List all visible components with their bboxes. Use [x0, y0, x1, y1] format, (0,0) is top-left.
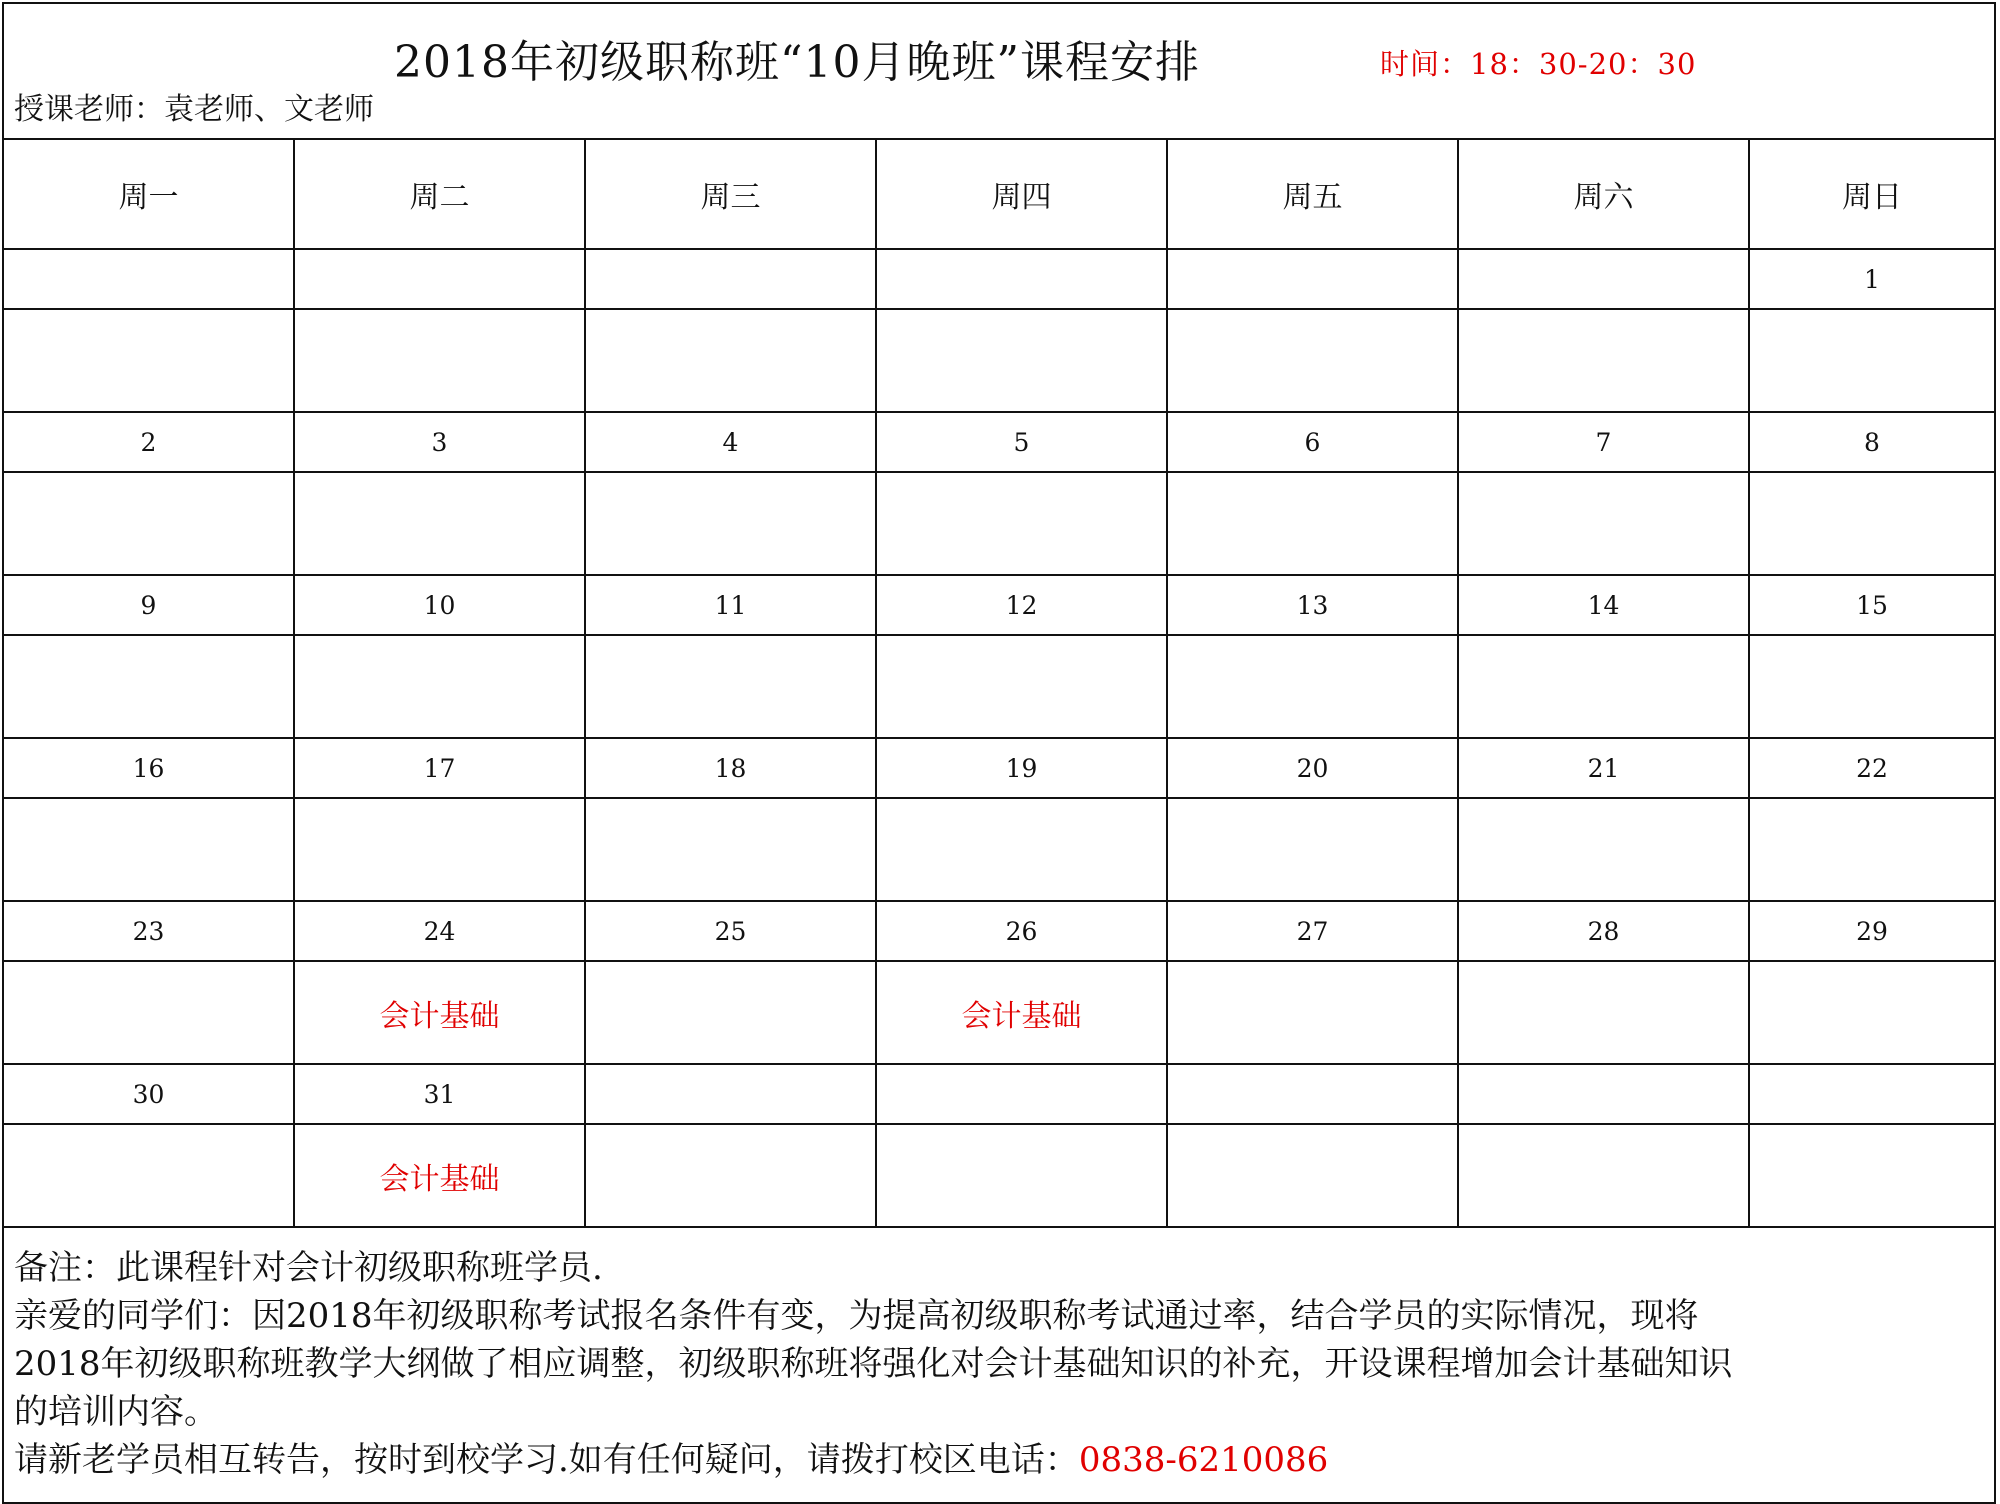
- date-cell: 26: [876, 901, 1167, 961]
- notes-line: 2018年初级职称班教学大纲做了相应调整，初级职称班将强化对会计基础知识的补充，开设课程增加会计基础知识: [14, 1344, 1733, 1384]
- date-cell: [585, 249, 876, 309]
- date-cell: [1167, 249, 1458, 309]
- course-cell: [1458, 472, 1749, 575]
- course-cell: [585, 961, 876, 1064]
- course-cell: [1458, 309, 1749, 412]
- date-cell: 18: [585, 738, 876, 798]
- notes-line: 的培训内容。: [14, 1392, 218, 1432]
- date-row: [4, 412, 1994, 472]
- date-cell: 24: [294, 901, 585, 961]
- course-cell: 会计基础: [876, 961, 1167, 1064]
- date-cell: [1167, 1064, 1458, 1124]
- date-cell: 15: [1749, 575, 1994, 635]
- date-cell: 31: [294, 1064, 585, 1124]
- course-cell: [1167, 961, 1458, 1064]
- date-cell: 28: [1458, 901, 1749, 961]
- course-cell: [4, 798, 294, 901]
- course-cell: [1458, 961, 1749, 1064]
- course-cell: [1167, 472, 1458, 575]
- course-cell: [876, 798, 1167, 901]
- date-cell: 17: [294, 738, 585, 798]
- date-cell: 1: [1749, 249, 1994, 309]
- notes-section: [4, 1228, 1994, 1502]
- schedule-sheet: [2, 2, 1996, 1504]
- course-cell: [876, 309, 1167, 412]
- course-cell: [1458, 1124, 1749, 1227]
- calendar-table: [4, 140, 1994, 1228]
- class-time: 时间：18：30-20：30: [1380, 47, 1697, 81]
- notes-line: 备注：此课程针对会计初级职称班学员.: [14, 1248, 603, 1288]
- date-cell: 3: [294, 412, 585, 472]
- date-cell: 14: [1458, 575, 1749, 635]
- weekday-header-cell: 周六: [1458, 140, 1749, 249]
- date-cell: 11: [585, 575, 876, 635]
- date-cell: 20: [1167, 738, 1458, 798]
- course-cell: [294, 309, 585, 412]
- course-row: [4, 635, 1994, 738]
- date-cell: 4: [585, 412, 876, 472]
- course-cell: [1749, 798, 1994, 901]
- course-cell: 会计基础: [294, 1124, 585, 1227]
- course-row: [4, 1124, 1994, 1227]
- course-cell: [1167, 1124, 1458, 1227]
- weekday-header-cell: 周一: [4, 140, 294, 249]
- course-row: [4, 961, 1994, 1064]
- date-cell: 22: [1749, 738, 1994, 798]
- course-cell: [4, 635, 294, 738]
- date-cell: [4, 249, 294, 309]
- course-cell: [1749, 1124, 1994, 1227]
- course-cell: [1167, 798, 1458, 901]
- date-cell: 21: [1458, 738, 1749, 798]
- date-cell: 16: [4, 738, 294, 798]
- date-cell: 12: [876, 575, 1167, 635]
- course-row: [4, 472, 1994, 575]
- date-cell: 6: [1167, 412, 1458, 472]
- course-cell: [1458, 798, 1749, 901]
- date-cell: 29: [1749, 901, 1994, 961]
- course-row: [4, 309, 1994, 412]
- course-cell: [4, 961, 294, 1064]
- date-row: [4, 249, 1994, 309]
- course-cell: [876, 472, 1167, 575]
- course-cell: [4, 1124, 294, 1227]
- weekday-header-cell: 周二: [294, 140, 585, 249]
- course-row: [4, 798, 1994, 901]
- course-cell: [585, 1124, 876, 1227]
- date-cell: 2: [4, 412, 294, 472]
- notes-line: 亲爱的同学们：因2018年初级职称考试报名条件有变，为提高初级职称考试通过率，结合学员的实际情况，现将: [14, 1296, 1699, 1336]
- course-cell: [585, 635, 876, 738]
- course-cell: [585, 798, 876, 901]
- date-cell: 8: [1749, 412, 1994, 472]
- date-cell: [1749, 1064, 1994, 1124]
- date-row: [4, 1064, 1994, 1124]
- date-cell: [876, 249, 1167, 309]
- course-cell: [1749, 472, 1994, 575]
- date-cell: [1458, 1064, 1749, 1124]
- phone-number: 0838-6210086: [1078, 1440, 1329, 1480]
- weekday-header-cell: 周三: [585, 140, 876, 249]
- weekday-header-row: [4, 140, 1994, 249]
- date-cell: 25: [585, 901, 876, 961]
- course-cell: 会计基础: [294, 961, 585, 1064]
- weekday-header-cell: 周日: [1749, 140, 1994, 249]
- date-cell: 7: [1458, 412, 1749, 472]
- course-cell: [876, 635, 1167, 738]
- date-cell: 13: [1167, 575, 1458, 635]
- course-cell: [876, 1124, 1167, 1227]
- course-cell: [1167, 635, 1458, 738]
- course-cell: [585, 309, 876, 412]
- date-cell: 10: [294, 575, 585, 635]
- course-cell: [4, 472, 294, 575]
- course-cell: [294, 472, 585, 575]
- date-cell: [1458, 249, 1749, 309]
- course-cell: [1749, 635, 1994, 738]
- date-row: [4, 738, 1994, 798]
- date-cell: 30: [4, 1064, 294, 1124]
- course-cell: [1749, 309, 1994, 412]
- date-cell: 27: [1167, 901, 1458, 961]
- date-row: [4, 575, 1994, 635]
- course-cell: [294, 635, 585, 738]
- course-cell: [1167, 309, 1458, 412]
- page-title: 2018年初级职称班“10月晚班”课程安排: [394, 37, 1200, 88]
- course-cell: [4, 309, 294, 412]
- date-cell: [585, 1064, 876, 1124]
- course-cell: [1458, 635, 1749, 738]
- course-cell: [1749, 961, 1994, 1064]
- weekday-header-cell: 周四: [876, 140, 1167, 249]
- date-cell: 19: [876, 738, 1167, 798]
- schedule-header: [4, 4, 1994, 140]
- notes-line: [14, 1436, 1994, 1484]
- date-cell: 23: [4, 901, 294, 961]
- date-cell: 9: [4, 575, 294, 635]
- weekday-header-cell: 周五: [1167, 140, 1458, 249]
- course-cell: [585, 472, 876, 575]
- course-cell: [294, 798, 585, 901]
- date-cell: 5: [876, 412, 1167, 472]
- date-cell: [294, 249, 585, 309]
- date-cell: [876, 1064, 1167, 1124]
- teacher-info: 授课老师：袁老师、文老师: [14, 92, 374, 127]
- date-row: [4, 901, 1994, 961]
- contact-text: 请新老学员相互转告，按时到校学习.如有任何疑问，请拨打校区电话：: [14, 1440, 1079, 1480]
